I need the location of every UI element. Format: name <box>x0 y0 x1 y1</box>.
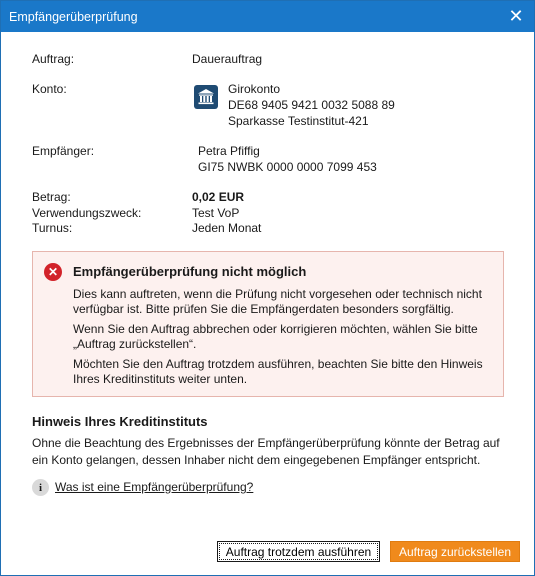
betrag-value: 0,02 EUR <box>192 190 245 204</box>
empfaenger-name: Petra Pfiffig <box>198 144 260 158</box>
turnus-label: Turnus: <box>32 221 73 235</box>
error-alert <box>32 251 504 397</box>
empfaenger-label: Empfänger: <box>32 144 95 158</box>
konto-bank: Sparkasse Testinstitut-421 <box>228 114 369 128</box>
title-bar <box>1 1 534 32</box>
error-icon: ✕ <box>44 263 62 281</box>
alert-heading: Empfängerüberprüfung nicht möglich <box>73 264 307 279</box>
window-title: Empfängerüberprüfung <box>9 9 138 24</box>
empfaenger-iban: GI75 NWBK 0000 0000 7099 453 <box>198 160 377 174</box>
alert-paragraph-3: Möchten Sie den Auftrag trotzdem ausführen, beachten Sie bitte den Hinweis Ihres Kreditinstituts weiter unten. <box>73 357 483 386</box>
alert-paragraph-1: Dies kann auftreten, wenn die Prüfung nicht vorgesehen oder technisch nicht verfügbar ist. Bitte prüfen Sie die Empfängerdaten besonders sorgfältig. <box>73 287 482 316</box>
bank-icon <box>194 85 218 109</box>
info-link[interactable]: Was ist eine Empfängerüberprüfung? <box>55 480 254 494</box>
auftrag-label: Auftrag: <box>32 52 75 66</box>
verwendungszweck-value: Test VoP <box>192 206 240 220</box>
close-icon[interactable]: ✕ <box>508 6 524 26</box>
hint-title: Hinweis Ihres Kreditinstituts <box>32 414 208 429</box>
turnus-value: Jeden Monat <box>192 221 262 235</box>
execute-anyway-button[interactable]: Auftrag trotzdem ausführen <box>217 541 380 562</box>
auftrag-value: Dauerauftrag <box>192 52 263 66</box>
hint-text: Ohne die Beachtung des Ergebnisses der Empfängerüberprüfung könnte der Betrag auf ein Konto gelangen, dessen Inhaber nicht dem eingegebenen Empfänger entspricht. <box>32 436 500 467</box>
konto-label: Konto: <box>32 82 67 96</box>
defer-order-button[interactable]: Auftrag zurückstellen <box>390 541 520 562</box>
alert-paragraph-2: Wenn Sie den Auftrag abbrechen oder korrigieren möchten, wählen Sie bitte „Auftrag zurückstellen“. <box>73 322 478 351</box>
konto-name: Girokonto <box>228 82 281 96</box>
verwendungszweck-label: Verwendungszweck: <box>32 206 142 220</box>
info-icon: i <box>32 479 49 496</box>
betrag-label: Betrag: <box>32 190 71 204</box>
konto-iban: DE68 9405 9421 0032 5088 89 <box>228 98 395 112</box>
